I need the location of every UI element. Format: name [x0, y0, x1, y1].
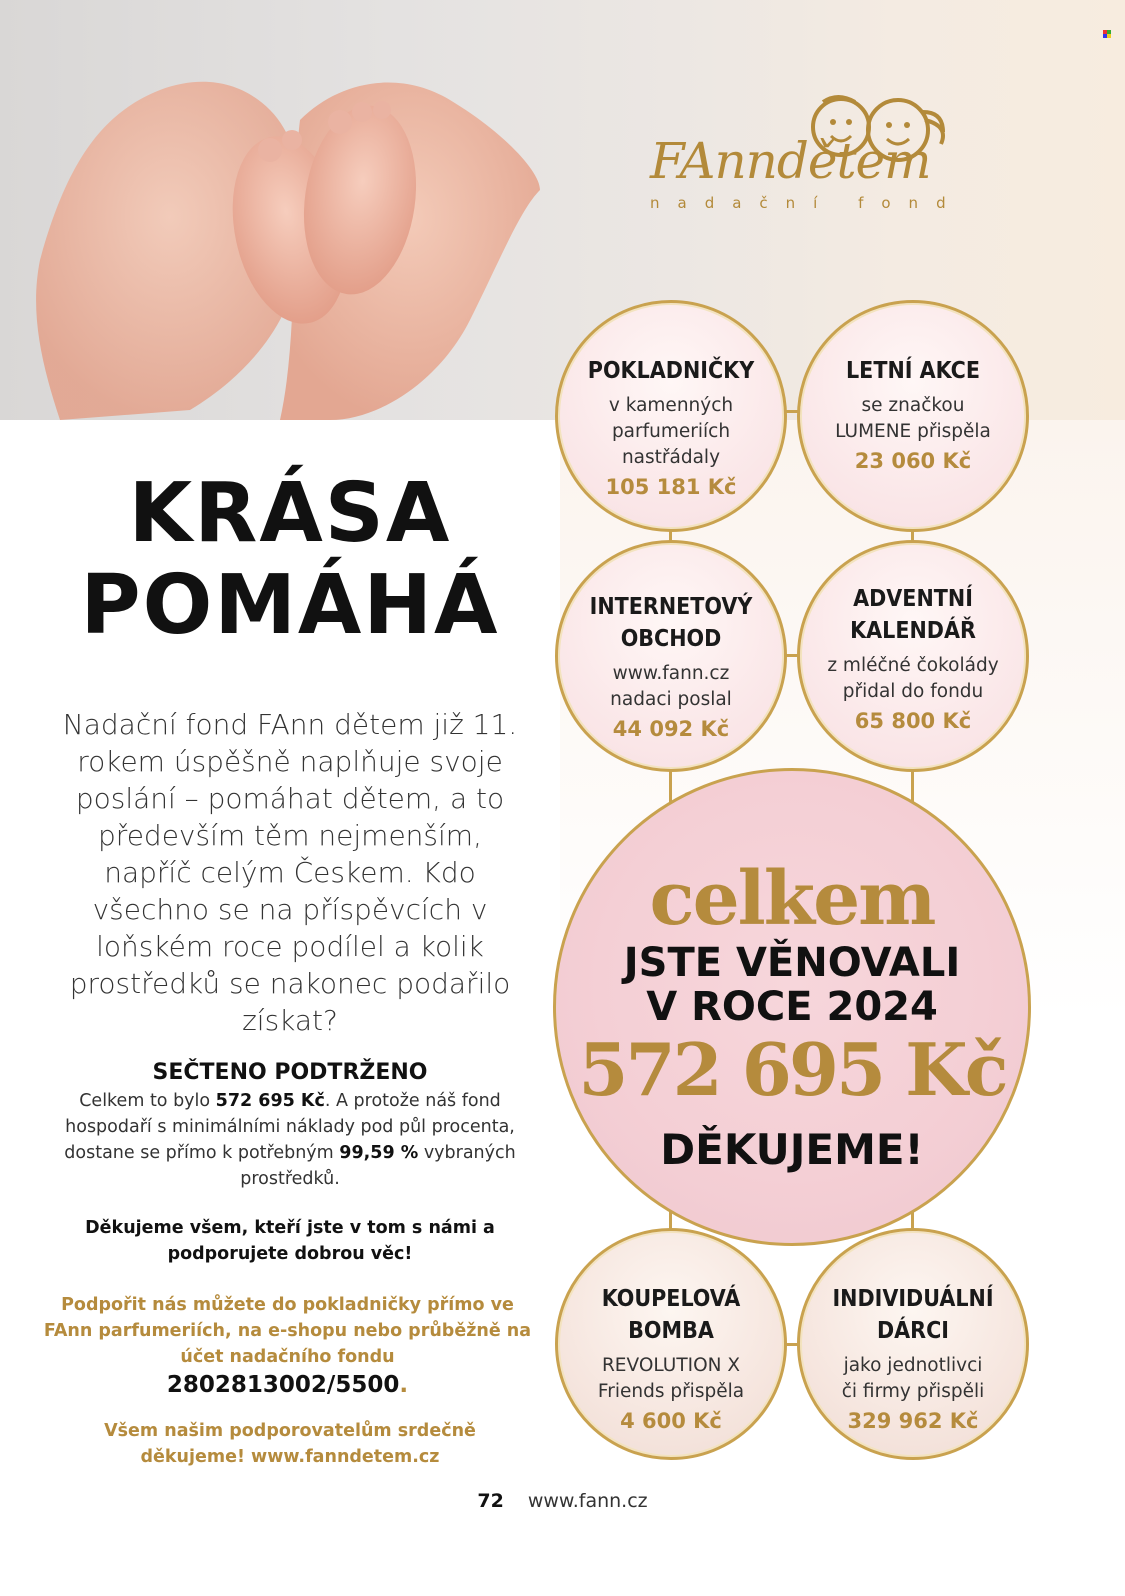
baby-feet-in-hands-photo — [0, 0, 560, 420]
support-text: Podpořit nás můžete do pokladničky přímo ve FAnn parfumeriích, na e-shopu nebo průběžně na účet nadačního fondu 2802813002/5500. — [40, 1292, 535, 1398]
circle-koupelova-bomba: KOUPELOVÁ BOMBA REVOLUTION X Friends přispěla 4 600 Kč — [555, 1228, 787, 1460]
logo-subtitle: nadační fond — [650, 194, 964, 212]
logo-wordmark: FAnndětem — [650, 132, 931, 190]
summary-text: Celkem to bylo 572 695 Kč. A protože náš fond hospodaří s minimálními náklady pod půl procenta, dostane se přímo k potřebným 99,59 % vybraných prostředků. — [64, 1091, 516, 1189]
footer-url[interactable]: www.fann.cz — [527, 1490, 648, 1512]
summary-title: SEČTENO PODTRŽENO — [152, 1060, 428, 1085]
circle-adventni-kalendar: ADVENTNÍ KALENDÁŘ z mléčné čokolády přidal do fondu 65 800 Kč — [797, 540, 1029, 772]
total-word: celkem — [649, 856, 935, 942]
bank-account: 2802813002/5500. — [166, 1372, 409, 1398]
circle-individualni-darci: INDIVIDUÁLNÍ DÁRCI jako jednotlivci či firmy přispěli 329 962 Kč — [797, 1228, 1029, 1460]
total-circle — [553, 768, 1031, 1246]
page-title — [60, 468, 520, 652]
fanndetem-logo — [650, 92, 964, 222]
support-closing: Všem našim podporovatelům srdečně děkujeme! www.fanndetem.cz — [104, 1421, 476, 1467]
page-footer — [0, 1490, 1125, 1512]
total-line-2: V ROCE 2024 — [646, 984, 938, 1030]
total-line-1: JSTE VĚNOVALI — [623, 940, 961, 986]
circle-internetovy-obchod: INTERNETOVÝ OBCHOD www.fann.cz nadaci poslal 44 092 Kč — [555, 540, 787, 772]
thanks-text: Děkujeme všem, kteří jste v tom s námi a podporujete dobrou věc! — [85, 1218, 495, 1264]
circle-pokladnicky: POKLADNIČKY v kamenných parfumeriích nastřádaly 105 181 Kč — [555, 300, 787, 532]
total-thanks: DĚKUJEME! — [660, 1125, 924, 1174]
title-line-1: KRÁSA — [128, 466, 452, 561]
total-amount: 572 695 Kč — [578, 1027, 1006, 1112]
color-mark-icon — [1103, 30, 1111, 38]
summary-percent: 99,59 % — [339, 1143, 419, 1163]
intro-paragraph: Nadační fond FAnn dětem již 11. rokem úspěšně naplňuje svoje poslání – pomáhat dětem, a to především těm nejmenším, napříč celým Českem. Kdo všechno se na příspěvcích v loňském roce podílel a kolik prostředků se nakonec podařilo získat? — [62, 708, 518, 1037]
summary-total: 572 695 Kč — [215, 1091, 325, 1111]
title-line-2: POMÁHÁ — [80, 558, 500, 653]
page-number: 72 — [477, 1490, 504, 1512]
circle-letni-akce: LETNÍ AKCE se značkou LUMENE přispěla 23 060 Kč — [797, 300, 1029, 532]
